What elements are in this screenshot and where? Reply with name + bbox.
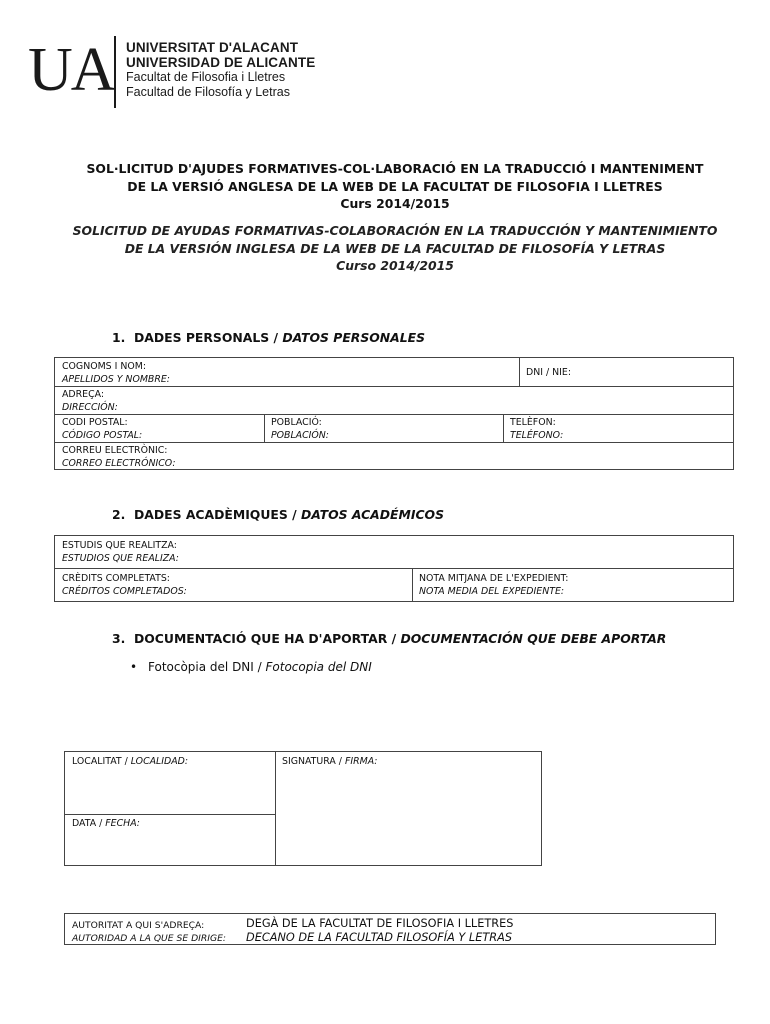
date-field[interactable] — [65, 815, 275, 865]
town-label-ca: POBLACIÓ: — [271, 417, 322, 428]
document-title-spanish — [40, 222, 750, 275]
postal-label-ca: CODI POSTAL: — [62, 417, 128, 428]
document-item-ca: Fotocòpia del DNI / — [148, 660, 266, 674]
credits-label-es: CRÉDITOS COMPLETADOS: — [62, 586, 187, 597]
credits-label-ca: CRÈDITS COMPLETATS: — [62, 573, 170, 584]
date-label-ca: DATA / — [72, 818, 106, 829]
grade-field[interactable] — [412, 570, 733, 602]
authority-value-es: DECANO DE LA FACULTAD FILOSOFÍA Y LETRAS — [246, 931, 513, 944]
bullet-icon: • — [130, 660, 138, 674]
credits-field[interactable] — [55, 570, 412, 602]
logo-divider — [114, 36, 116, 108]
document-list-item — [130, 660, 372, 674]
section-3-number: 3. — [112, 631, 126, 646]
studies-label-ca: ESTUDIS QUE REALITZA: — [62, 540, 177, 551]
grade-label-es: NOTA MEDIA DEL EXPEDIENTE: — [419, 586, 565, 597]
signature-label-ca: SIGNATURA / — [282, 756, 345, 767]
section-2-title-es: DATOS ACADÉMICOS — [300, 507, 444, 522]
section-1-title-es: DATOS PERSONALES — [282, 330, 426, 345]
email-label-es: CORREO ELECTRÓNICO: — [62, 458, 176, 469]
section-2-title-ca: DADES ACADÈMIQUES / — [133, 507, 301, 522]
address-label-es: DIRECCIÓN: — [62, 402, 118, 413]
authority-value-ca: DEGÀ DE LA FACULTAT DE FILOSOFIA I LLETRES — [246, 917, 514, 930]
authority-label-ca: AUTORITAT A QUI S'ADREÇA: — [72, 920, 205, 931]
grade-label-ca: NOTA MITJANA DE L'EXPEDIENT: — [419, 573, 569, 584]
studies-label-es: ESTUDIOS QUE REALIZA: — [62, 553, 179, 564]
section-3-title-es: DOCUMENTACIÓN QUE DEBE APORTAR — [400, 631, 667, 646]
logo-line-4: Facultad de Filosofía y Letras — [126, 85, 290, 99]
personal-data-table — [54, 357, 734, 470]
section-2-number: 2. — [112, 507, 126, 522]
postal-code-field[interactable] — [55, 414, 264, 442]
title-es-line-1: SOLICITUD DE AYUDAS FORMATIVAS-COLABORACIÓN EN LA TRADUCCIÓN Y MANTENIMIENTO — [72, 223, 718, 238]
authority-box — [64, 913, 716, 945]
email-label-ca: CORREU ELECTRÒNIC: — [62, 445, 168, 456]
name-field[interactable] — [55, 358, 519, 386]
date-label-es: FECHA: — [105, 818, 140, 829]
locality-label-es: LOCALIDAD: — [130, 756, 189, 767]
dni-label: DNI / NIE: — [526, 367, 571, 378]
divider — [55, 568, 733, 569]
authority-label-es: AUTORIDAD A LA QUE SE DIRIGE: — [72, 933, 226, 944]
town-label-es: POBLACIÓN: — [271, 430, 329, 441]
section-3-heading — [112, 631, 666, 646]
logo-line-3: Facultat de Filosofia i Lletres — [126, 70, 286, 84]
document-item-es: Fotocopia del DNI — [265, 660, 372, 674]
address-label-ca: ADREÇA: — [62, 389, 105, 400]
locality-field[interactable] — [65, 753, 275, 814]
signature-label-es: FIRMA: — [344, 756, 378, 767]
title-ca-line-2: DE LA VERSIÓ ANGLESA DE LA WEB DE LA FACULTAT DE FILOSOFIA I LLETRES — [127, 178, 663, 194]
email-field[interactable] — [55, 442, 733, 470]
signature-table — [64, 751, 542, 866]
logo-line-2: UNIVERSIDAD DE ALICANTE — [126, 55, 316, 70]
university-logo-text — [126, 40, 315, 100]
address-field[interactable] — [55, 386, 733, 414]
locality-label-ca: LOCALITAT / — [72, 756, 131, 767]
dni-field[interactable] — [519, 364, 733, 386]
section-1-heading — [112, 330, 425, 345]
academic-data-table — [54, 535, 734, 602]
title-ca-line-3: Curs 2014/2015 — [340, 196, 450, 211]
phone-label-ca: TELÈFON: — [510, 417, 556, 428]
logo-line-1: UNIVERSITAT D'ALACANT — [126, 40, 299, 55]
section-1-number: 1. — [112, 330, 126, 345]
title-ca-line-1: SOL·LICITUD D'AJUDES FORMATIVES-COL·LABORACIÓ EN LA TRADUCCIÓ I MANTENIMENT — [86, 161, 704, 176]
section-2-heading — [112, 507, 444, 522]
signature-field[interactable] — [275, 753, 541, 865]
document-title-catalan — [40, 160, 750, 213]
town-field[interactable] — [264, 414, 503, 442]
title-es-line-2: DE LA VERSIÓN INGLESA DE LA WEB DE LA FACULTAD DE FILOSOFÍA Y LETRAS — [124, 240, 666, 256]
title-es-line-3: Curso 2014/2015 — [336, 258, 454, 273]
studies-field[interactable] — [55, 537, 733, 568]
name-label-ca: COGNOMS I NOM: — [62, 361, 146, 372]
authority-value — [239, 915, 709, 945]
name-label-es: APELLIDOS Y NOMBRE: — [62, 374, 170, 385]
section-3-title-ca: DOCUMENTACIÓ QUE HA D'APORTAR / — [133, 631, 401, 646]
authority-label — [65, 917, 243, 945]
phone-field[interactable] — [503, 414, 733, 442]
phone-label-es: TELÉFONO: — [510, 430, 564, 441]
section-1-title-ca: DADES PERSONALS / — [133, 330, 283, 345]
university-logo-mark: UA — [28, 36, 114, 104]
postal-label-es: CÓDIGO POSTAL: — [62, 430, 143, 441]
